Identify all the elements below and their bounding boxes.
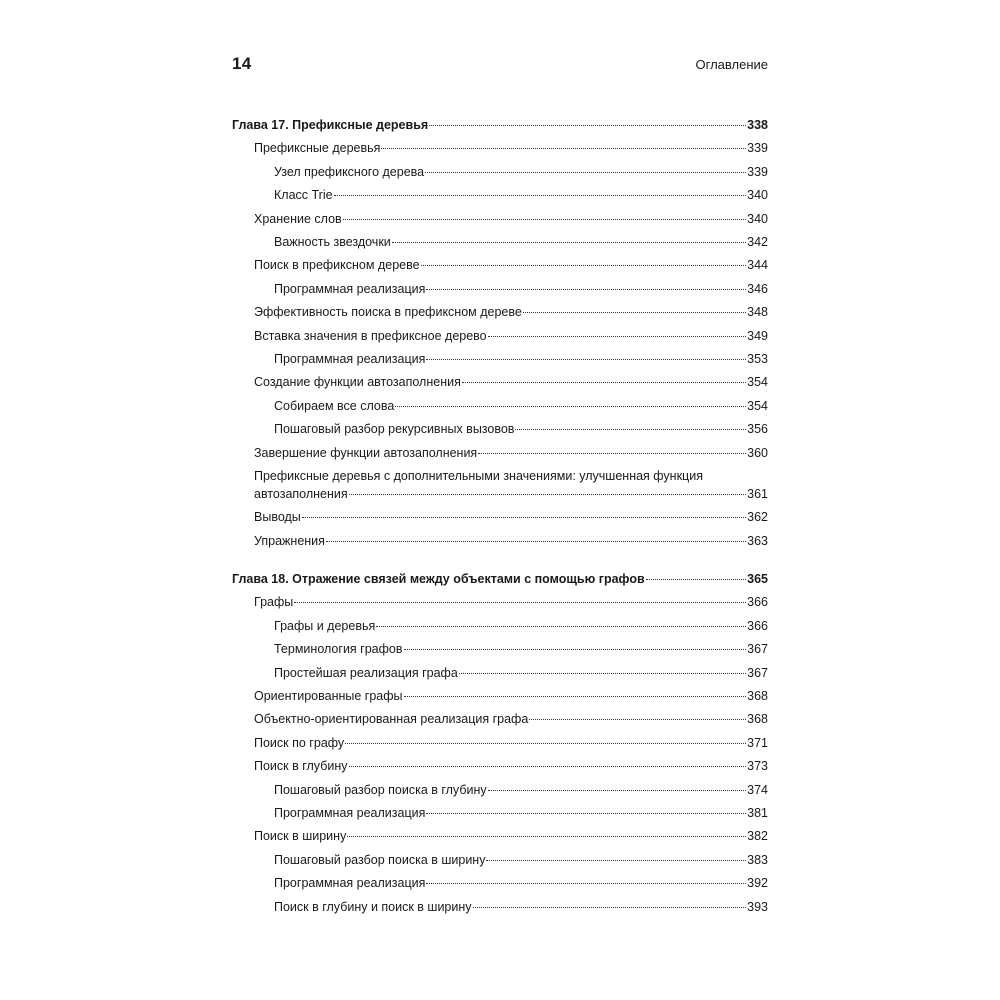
toc-page-number: 342	[747, 235, 768, 249]
dot-leader	[349, 765, 747, 767]
toc-page-number: 368	[747, 689, 768, 703]
toc-entry[interactable]	[232, 233, 768, 251]
toc-entry[interactable]	[232, 163, 768, 181]
toc-entry-title: Терминология графов	[274, 642, 403, 657]
toc-entry[interactable]	[232, 640, 768, 658]
toc-page-number: 393	[747, 899, 768, 914]
toc-entry-title: Класс Trie	[274, 188, 333, 203]
toc-entry-title: Вставка значения в префиксное дерево	[254, 328, 487, 343]
toc-page-number: 339	[747, 164, 768, 179]
toc-entry-title: Создание функции автозаполнения	[254, 375, 461, 390]
toc-page-number: 367	[747, 642, 768, 657]
dot-leader	[478, 452, 746, 454]
dot-leader	[426, 812, 746, 814]
dot-leader	[488, 789, 747, 791]
toc-page-number: 365	[747, 572, 768, 586]
toc-page-number: 354	[747, 398, 768, 413]
toc-page-number: 340	[747, 211, 768, 226]
toc-page-number: 349	[747, 328, 768, 343]
toc-entry[interactable]	[232, 420, 768, 438]
toc-page-number: 346	[747, 281, 768, 296]
toc-entry-title: Собираем все слова	[274, 398, 395, 413]
toc-entry-title: автозаполнения	[254, 487, 348, 501]
dot-leader	[426, 882, 746, 884]
dot-leader	[395, 405, 746, 407]
toc-entry[interactable]	[232, 350, 768, 368]
toc-entry[interactable]	[232, 444, 768, 462]
dot-leader	[349, 493, 746, 495]
toc-page-number: 361	[747, 487, 768, 501]
toc-entry-title: Пошаговый разбор рекурсивных вызовов	[274, 422, 515, 437]
toc-entry[interactable]	[232, 327, 768, 345]
dot-leader	[426, 288, 746, 290]
toc-page-number: 392	[747, 876, 768, 891]
toc-entry-title: Поиск в глубину и поиск в ширину	[274, 899, 472, 914]
toc-entry-title: Пошаговый разбор поиска в глубину	[274, 782, 487, 797]
toc-page-number: 340	[747, 188, 768, 203]
toc-entry[interactable]	[232, 210, 768, 228]
toc-entry-title: Хранение слов	[254, 211, 342, 226]
toc-entry[interactable]	[232, 734, 768, 752]
toc-page-number: 354	[747, 375, 768, 390]
dot-leader	[429, 124, 746, 126]
toc-entry-title: Упражнения	[254, 533, 325, 548]
dot-leader	[529, 718, 746, 720]
toc-chapter[interactable]	[232, 570, 768, 588]
toc-chapter-title: Глава 18. Отражение связей между объектами с помощью графов	[232, 572, 645, 586]
dot-leader	[334, 194, 747, 196]
toc-entry-title: Префиксные деревья	[254, 141, 381, 156]
page-header	[232, 54, 768, 80]
toc-page-number: 366	[747, 595, 768, 610]
toc-entry-title: Программная реализация	[274, 806, 426, 820]
dot-leader	[347, 835, 746, 837]
dot-leader	[404, 695, 747, 697]
toc-page-number: 344	[747, 258, 768, 273]
dot-leader	[426, 358, 746, 360]
toc-page-number: 363	[747, 533, 768, 548]
toc-entry[interactable]	[232, 280, 768, 298]
toc-entry-title: Поиск по графу	[254, 735, 345, 750]
toc-page-number: 362	[747, 510, 768, 525]
dot-leader	[345, 742, 746, 744]
toc-entry[interactable]	[232, 139, 768, 157]
toc-entry-title: Поиск в ширину	[254, 829, 347, 844]
dot-leader	[425, 171, 746, 173]
toc-entry[interactable]	[232, 874, 768, 892]
toc-page-number: 371	[747, 735, 768, 750]
toc-entry-title: Графы и деревья	[274, 618, 376, 633]
toc-entry[interactable]	[232, 804, 768, 822]
dot-leader	[523, 311, 746, 313]
toc-entry[interactable]	[232, 485, 768, 503]
toc-entry[interactable]	[232, 532, 768, 550]
toc-entry-title: Эффективность поиска в префиксном дереве	[254, 305, 522, 320]
dot-leader	[404, 648, 747, 650]
toc-entry[interactable]	[232, 256, 768, 274]
toc-page-number: 338	[747, 118, 768, 132]
dot-leader	[421, 264, 747, 266]
dot-leader	[646, 578, 747, 580]
toc-entry[interactable]	[232, 593, 768, 611]
toc-entry-title: Ориентированные графы	[254, 689, 403, 703]
toc-entry-title: Пошаговый разбор поиска в ширину	[274, 852, 486, 867]
toc-entry[interactable]	[232, 303, 768, 321]
toc-entry[interactable]	[232, 827, 768, 845]
toc-page-number: 366	[747, 618, 768, 633]
toc-entry-title: Важность звездочки	[274, 235, 391, 249]
toc-page-number: 373	[747, 759, 768, 774]
toc-page-number: 383	[747, 852, 768, 867]
toc-entry-title: Программная реализация	[274, 876, 426, 891]
toc-entry-title: Узел префиксного дерева	[274, 164, 425, 179]
toc-page-number: 382	[747, 829, 768, 844]
toc-entry[interactable]	[232, 898, 768, 916]
dot-leader	[381, 147, 746, 149]
toc-entry-title: Поиск в префиксном дереве	[254, 258, 420, 273]
dot-leader	[488, 335, 747, 337]
dot-leader	[459, 672, 746, 674]
toc-entry-title: Выводы	[254, 510, 301, 525]
toc-page-number: 367	[747, 665, 768, 680]
dot-leader	[462, 381, 746, 383]
toc-entry-title: Программная реализация	[274, 281, 426, 296]
toc-entry-title: Простейшая реализация графа	[274, 665, 458, 680]
toc-entry[interactable]	[232, 186, 768, 204]
toc-page-number: 348	[747, 305, 768, 320]
toc-entry[interactable]	[232, 851, 768, 869]
toc-entry[interactable]	[232, 781, 768, 799]
toc-entry[interactable]	[232, 617, 768, 635]
dot-leader	[376, 625, 746, 627]
toc-entry[interactable]	[232, 664, 768, 682]
dot-leader	[343, 218, 746, 220]
toc-entry[interactable]	[232, 710, 768, 728]
dot-leader	[326, 540, 746, 542]
toc-entry[interactable]	[232, 508, 768, 526]
toc-page-number: 360	[747, 445, 768, 460]
toc-chapter[interactable]	[232, 116, 768, 134]
toc-page-number: 374	[747, 782, 768, 797]
toc-entry[interactable]	[232, 397, 768, 415]
toc-page-number: 339	[747, 141, 768, 156]
dot-leader	[302, 516, 746, 518]
toc-page-number: 356	[747, 422, 768, 437]
toc-page-number: 368	[747, 712, 768, 727]
toc-page-number: 381	[747, 806, 768, 820]
toc-entry-title: Поиск в глубину	[254, 759, 348, 774]
dot-leader	[294, 601, 746, 603]
toc-entry[interactable]	[232, 373, 768, 391]
toc-chapter-title: Глава 17. Префиксные деревья	[232, 118, 429, 132]
dot-leader	[486, 859, 746, 861]
toc-entry-title: Объектно-ориентированная реализация графа	[254, 712, 529, 727]
dot-leader	[473, 906, 747, 908]
dot-leader	[515, 428, 746, 430]
toc-entry-title: Завершение функции автозаполнения	[254, 445, 478, 460]
toc-entry-title-line: Префиксные деревья с дополнительными значениями: улучшенная функция	[254, 469, 703, 483]
dot-leader	[392, 241, 746, 243]
toc-entry-title: Программная реализация	[274, 352, 426, 366]
toc-entry[interactable]	[232, 757, 768, 775]
page-number: 14	[232, 54, 252, 73]
toc-entry-title: Графы	[254, 595, 294, 610]
toc-entry[interactable]	[232, 687, 768, 705]
running-title: Оглавление	[695, 57, 768, 72]
toc-page-number: 353	[747, 352, 768, 366]
